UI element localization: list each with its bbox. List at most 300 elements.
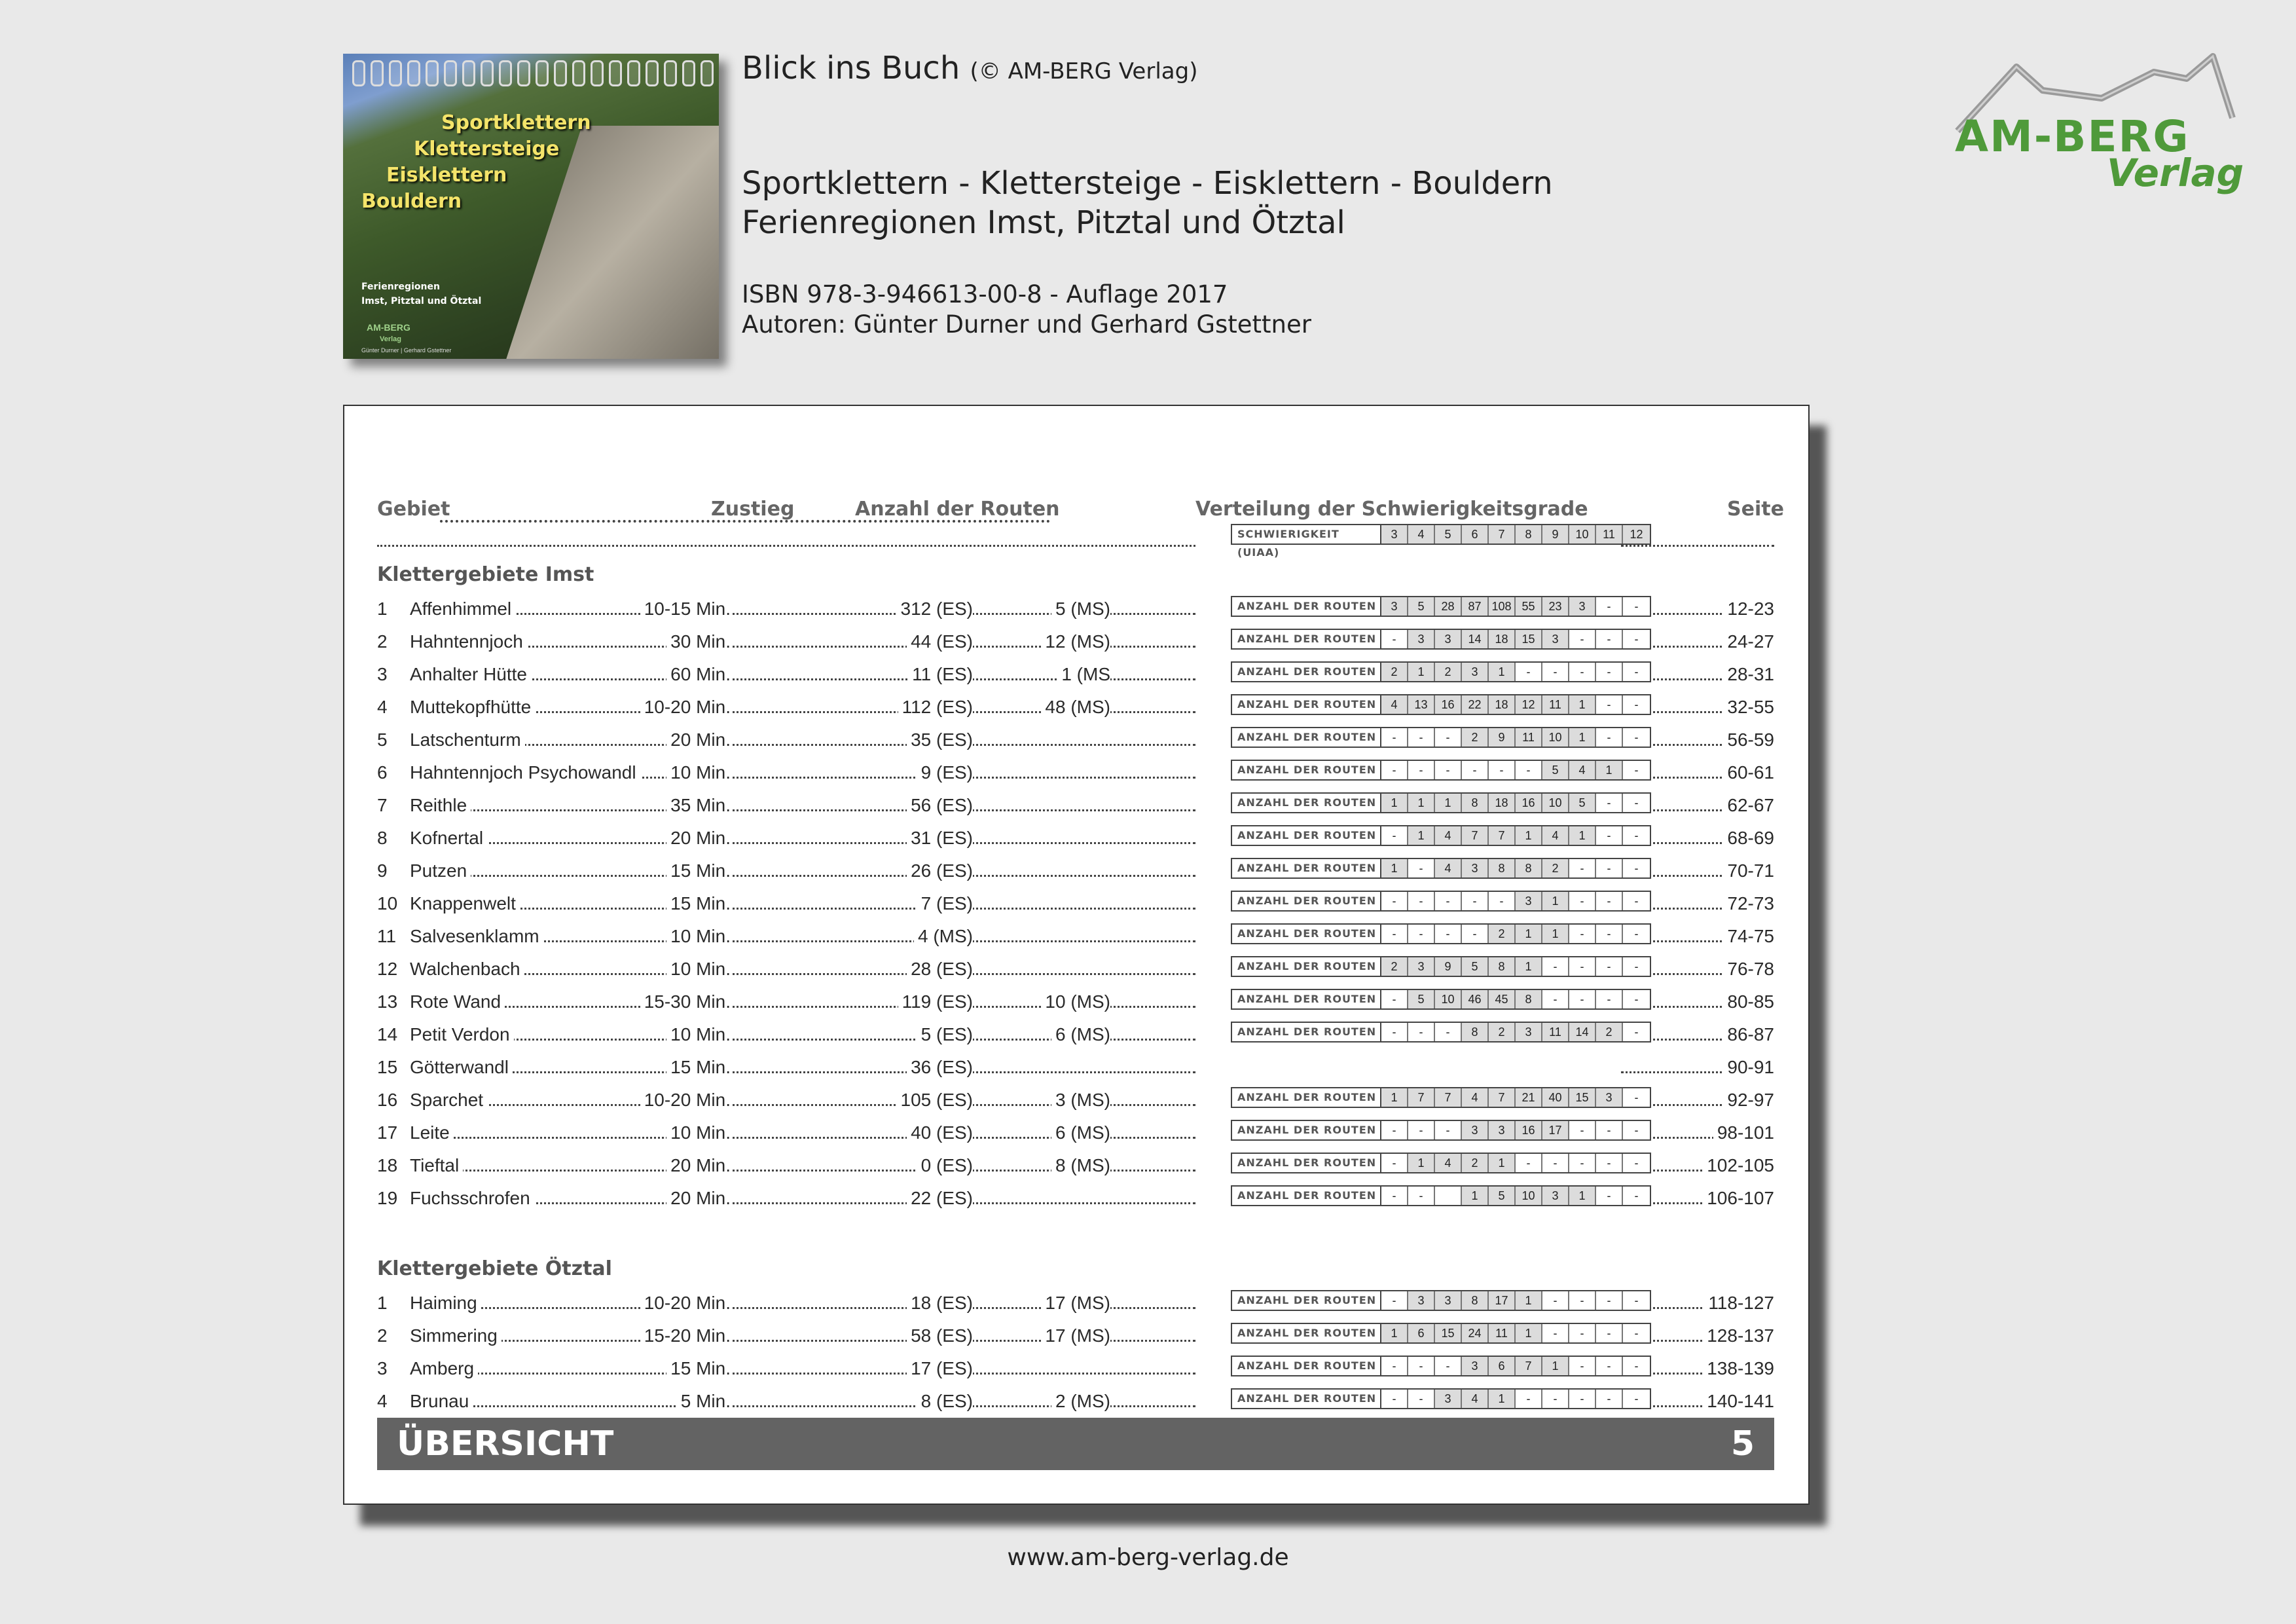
grade-row-label: ANZAHL DER ROUTEN [1232, 1154, 1381, 1172]
grade-cell: 108 [1489, 597, 1516, 616]
book-cover [343, 54, 719, 359]
grade-distribution [1231, 825, 1651, 846]
grade-cell: 1 [1542, 925, 1569, 943]
grade-cell: - [1569, 925, 1596, 943]
row-number: 13 [377, 989, 401, 1015]
book-page [343, 405, 1810, 1505]
binder-ring-icon [609, 60, 622, 86]
grade-cell: 1 [1435, 794, 1462, 812]
grade-cell: - [1596, 990, 1623, 1008]
grade-cell: - [1634, 1359, 1639, 1373]
grade-cell: - [1516, 761, 1542, 779]
grade-cell: - [1542, 1390, 1569, 1408]
grade-cell: 10 [1542, 794, 1569, 812]
grade-cell: 15 [1435, 1324, 1462, 1342]
grade-cell: 1 [1408, 794, 1435, 812]
grade-cell: - [1569, 1357, 1596, 1375]
row-number: 2 [377, 1323, 392, 1349]
grade-cell: 2 [1489, 925, 1516, 943]
row-number: 5 [377, 727, 392, 753]
grade-row-label: ANZAHL DER ROUTEN [1232, 957, 1381, 976]
grade-row-label: ANZAHL DER ROUTEN [1232, 695, 1381, 714]
grade-cell [1435, 1187, 1462, 1205]
approach-time: 10 Min. [666, 1022, 731, 1048]
grade-cell: 16 [1435, 695, 1462, 714]
page-range: 138-139 [1703, 1356, 1774, 1382]
grade-cell: 10 [1435, 990, 1462, 1008]
route-count-ms: 12 (MS) [1041, 629, 1110, 655]
header-title-line [742, 50, 1197, 86]
grade-cell: 5 [1435, 525, 1462, 544]
grade-cell: - [1381, 1187, 1408, 1205]
grade-row-label: ANZAHL DER ROUTEN [1232, 794, 1381, 812]
route-count-ms: 6 (MS) [1051, 1120, 1110, 1146]
grade-cell: 4 [1435, 826, 1462, 845]
grade-distribution [1231, 792, 1651, 813]
page-range: 80-85 [1723, 989, 1774, 1015]
grade-row-label: ANZAHL DER ROUTEN [1232, 1324, 1381, 1342]
grade-cell: 3 [1381, 525, 1408, 544]
grade-cell: 3 [1596, 1088, 1623, 1107]
table-row [377, 1388, 1774, 1414]
binder-ring-icon [627, 60, 640, 86]
area-name: Rote Wand [410, 989, 505, 1015]
area-name: Putzen [410, 858, 471, 884]
row-number: 1 [377, 596, 392, 622]
grade-cell: 28 [1435, 597, 1462, 616]
grade-cell: 5 [1489, 1187, 1516, 1205]
grade-cell: 17 [1489, 1291, 1516, 1310]
area-name: Knappenwelt [410, 891, 520, 917]
grade-cell: 1 [1542, 892, 1569, 910]
grade-cell: 17 [1542, 1121, 1569, 1139]
grade-cell: - [1542, 1154, 1569, 1172]
grade-cell: - [1634, 600, 1639, 613]
leader [410, 908, 1195, 910]
row-number: 8 [377, 825, 392, 851]
grade-cell: 8 [1516, 525, 1542, 544]
grade-cell: - [1569, 892, 1596, 910]
grade-cell: - [1634, 1091, 1639, 1104]
row-number: 6 [377, 760, 392, 786]
table-row [377, 1323, 1774, 1349]
grade-cell: 7 [1489, 1088, 1516, 1107]
grade-cell: 18 [1489, 630, 1516, 648]
grade-cell: 3 [1569, 597, 1596, 616]
cover-logo: AM-BERG Verlag [367, 322, 410, 343]
area-name: Fuchsschrofen [410, 1185, 534, 1211]
grade-cell: - [1596, 957, 1623, 976]
grade-cell: - [1381, 761, 1408, 779]
area-name: Amberg [410, 1356, 478, 1382]
grade-cell: - [1462, 892, 1489, 910]
route-count-es: 119 (ES) [898, 989, 973, 1015]
binder-ring-icon [701, 60, 714, 86]
binder-ring-icon [499, 60, 512, 86]
table-row [377, 891, 1774, 917]
grade-cell: - [1435, 925, 1462, 943]
grade-cell: 8 [1462, 1291, 1489, 1310]
approach-time: 35 Min. [666, 792, 731, 819]
grade-distribution [1231, 989, 1651, 1010]
leader [410, 842, 1195, 844]
grade-cell: - [1489, 892, 1516, 910]
area-name: Götterwandl [410, 1054, 513, 1080]
grade-cell: 1 [1408, 1154, 1435, 1172]
grade-cell: 5 [1408, 990, 1435, 1008]
grade-cell: 1 [1489, 663, 1516, 681]
grade-cell: - [1634, 764, 1639, 777]
page-range: 62-67 [1723, 792, 1774, 819]
grade-cell: - [1542, 663, 1569, 681]
grade-cell: 3 [1435, 1390, 1462, 1408]
page-range: 70-71 [1723, 858, 1774, 884]
section-title: Klettergebiete Imst [377, 563, 594, 586]
route-count-es: 4 (MS) [914, 923, 973, 950]
grade-distribution [1231, 923, 1651, 944]
grade-distribution [1231, 694, 1651, 715]
grade-distribution [1231, 1323, 1651, 1344]
grade-cell: - [1381, 892, 1408, 910]
am-berg-logo [1951, 52, 2244, 203]
grade-cell: - [1634, 633, 1639, 646]
grade-cell: - [1435, 761, 1462, 779]
grade-cell: 23 [1542, 597, 1569, 616]
cover-region-1: Ferienregionen [361, 282, 440, 292]
grade-cell: - [1634, 665, 1639, 678]
grade-cell: - [1408, 1357, 1435, 1375]
grade-cell: 3 [1435, 1291, 1462, 1310]
binder-ring-icon [371, 60, 384, 86]
grade-cell: - [1596, 630, 1623, 648]
binder-ring-icon [554, 60, 567, 86]
grade-cell: 45 [1489, 990, 1516, 1008]
grade-cell: 7 [1462, 826, 1489, 845]
route-count-es: 26 (ES) [907, 858, 973, 884]
grade-cell: - [1381, 630, 1408, 648]
grade-cell: 3 [1516, 1023, 1542, 1041]
grade-cell: - [1381, 1154, 1408, 1172]
row-number: 3 [377, 661, 392, 688]
grade-cell: 10 [1569, 525, 1596, 544]
page-range: 28-31 [1723, 661, 1774, 688]
grade-cell: 2 [1542, 859, 1569, 877]
route-count-es: 0 (ES) [917, 1153, 973, 1179]
binder-ring-icon [462, 60, 475, 86]
route-count-es: 17 (ES) [907, 1356, 973, 1382]
grade-cell: 8 [1489, 859, 1516, 877]
route-count-es: 18 (ES) [907, 1290, 973, 1316]
grade-cell: 22 [1462, 695, 1489, 714]
grade-cell: 18 [1489, 794, 1516, 812]
row-number: 11 [377, 923, 400, 950]
grade-cell: - [1634, 1392, 1639, 1405]
approach-time: 10 Min. [666, 956, 731, 982]
row-number: 4 [377, 1388, 392, 1414]
grade-cell: - [1408, 1023, 1435, 1041]
binder-ring-icon [444, 60, 457, 86]
area-name: Hahntennjoch Psychowandl [410, 760, 640, 786]
grade-distribution [1231, 1120, 1651, 1141]
cover-authors: Günter Durner | Gerhard Gstettner [361, 347, 452, 354]
page-range: 118-127 [1704, 1290, 1774, 1316]
binder-ring-icon [572, 60, 585, 86]
table-row [377, 1022, 1774, 1048]
grade-cell: - [1462, 925, 1489, 943]
approach-time: 10-20 Min. [640, 1087, 731, 1113]
area-name: Tieftal [410, 1153, 463, 1179]
row-number: 3 [377, 1356, 392, 1382]
route-count-ms: 6 (MS) [1051, 1022, 1110, 1048]
table-row [377, 694, 1774, 720]
page-range: 72-73 [1723, 891, 1774, 917]
grade-cell: - [1542, 1291, 1569, 1310]
grade-cell: - [1542, 1324, 1569, 1342]
grade-row-label: ANZAHL DER ROUTEN [1232, 826, 1381, 845]
binder-ring-icon [517, 60, 530, 86]
grade-distribution [1231, 727, 1651, 748]
scale-row [377, 528, 1774, 559]
grade-distribution [1231, 1087, 1651, 1108]
grade-cell: - [1435, 728, 1462, 747]
grade-cell: - [1569, 1324, 1596, 1342]
binder-ring-icon [664, 60, 677, 86]
approach-time: 10 Min. [666, 923, 731, 950]
section-title: Klettergebiete Ötztal [377, 1257, 612, 1280]
route-count-es: 35 (ES) [907, 727, 973, 753]
grade-cell: - [1435, 892, 1462, 910]
footer-label: ÜBERSICHT [397, 1424, 614, 1464]
row-number: 1 [377, 1290, 392, 1316]
grade-cell: - [1634, 1189, 1639, 1202]
leader [410, 875, 1195, 877]
grade-cell: 1 [1381, 794, 1408, 812]
grade-cell: - [1542, 957, 1569, 976]
grade-cell: 1 [1542, 1357, 1569, 1375]
table-row [377, 1120, 1774, 1146]
area-name: Walchenbach [410, 956, 524, 982]
route-count-ms: 48 (MS) [1041, 694, 1110, 720]
grade-cell: 9 [1542, 525, 1569, 544]
grade-row-label: ANZAHL DER ROUTEN [1232, 597, 1381, 616]
approach-time: 20 Min. [666, 1153, 731, 1179]
grade-cell: 1 [1569, 728, 1596, 747]
route-count-es: 22 (ES) [907, 1185, 973, 1211]
binder-ring-icon [352, 60, 365, 86]
grade-cell: 1 [1381, 859, 1408, 877]
grade-cell: - [1634, 1025, 1639, 1039]
leader [1621, 545, 1774, 547]
table-row [377, 1054, 1774, 1080]
leader [410, 1071, 1195, 1073]
grade-cell: 7 [1489, 525, 1516, 544]
row-number: 9 [377, 858, 392, 884]
grade-cell: 16 [1516, 1121, 1542, 1139]
grade-row-label: SCHWIERIGKEIT (UIAA) [1232, 525, 1381, 544]
header-copyright: (© AM-BERG Verlag) [970, 58, 1198, 84]
grade-cell: - [1634, 862, 1639, 875]
grade-row-label: ANZAHL DER ROUTEN [1232, 859, 1381, 877]
grade-cell: 3 [1462, 859, 1489, 877]
grade-cell: 1 [1596, 761, 1623, 779]
grade-cell: 11 [1516, 728, 1542, 747]
grade-cell: 46 [1462, 990, 1489, 1008]
grade-cell: 1 [1408, 663, 1435, 681]
grade-cell: - [1381, 925, 1408, 943]
grade-row-label: ANZAHL DER ROUTEN [1232, 761, 1381, 779]
footer-page-number: 5 [1730, 1424, 1755, 1464]
grade-cell: 3 [1516, 892, 1542, 910]
grade-cell: 21 [1516, 1088, 1542, 1107]
row-number: 15 [377, 1054, 401, 1080]
area-name: Kofnertal [410, 825, 487, 851]
header-seite: Seite [1727, 498, 1784, 521]
area-name: Leite [410, 1120, 454, 1146]
grade-cell: - [1408, 925, 1435, 943]
grade-cell: 3 [1408, 1291, 1435, 1310]
grade-cell: 8 [1516, 859, 1542, 877]
area-name: Petit Verdon [410, 1022, 514, 1048]
cover-title-2: Klettersteige [414, 138, 560, 160]
route-count-es: 112 (ES) [898, 694, 973, 720]
grade-row-label: ANZAHL DER ROUTEN [1232, 1187, 1381, 1205]
table-row [377, 1185, 1774, 1211]
leader [410, 973, 1195, 975]
grade-cell: 14 [1462, 630, 1489, 648]
grade-cell: - [1569, 1390, 1596, 1408]
table-row [377, 596, 1774, 622]
grade-distribution [1231, 891, 1651, 912]
grade-cell: 1 [1381, 1324, 1408, 1342]
grade-cell: 7 [1435, 1088, 1462, 1107]
page-range: 68-69 [1723, 825, 1774, 851]
grade-cell: - [1596, 597, 1623, 616]
route-count-ms: 1 (MS [1057, 661, 1110, 688]
grade-cell: - [1596, 1291, 1623, 1310]
grade-cell: 2 [1381, 663, 1408, 681]
grade-cell: - [1634, 960, 1639, 973]
grade-distribution [1231, 1290, 1651, 1311]
cover-title-3: Eisklettern [386, 164, 507, 187]
grade-cell: 1 [1516, 826, 1542, 845]
header-anzahl: Anzahl der Routen [855, 498, 1060, 521]
area-name: Sparchet [410, 1087, 487, 1113]
grade-cell: 5 [1542, 761, 1569, 779]
approach-time: 10-15 Min. [640, 596, 731, 622]
route-count-ms: 17 (MS) [1041, 1323, 1110, 1349]
header-subtitle-1: Sportklettern - Klettersteige - Eisklettern - Bouldern [742, 165, 1553, 202]
table-row [377, 956, 1774, 982]
grade-cell: - [1408, 1390, 1435, 1408]
grade-cell: 3 [1435, 630, 1462, 648]
approach-time: 20 Min. [666, 1185, 731, 1211]
grade-cell: - [1381, 1291, 1408, 1310]
table-row [377, 923, 1774, 950]
grade-cell: 3 [1462, 663, 1489, 681]
cover-region-2: Imst, Pitztal und Ötztal [361, 296, 482, 306]
grade-cell: - [1569, 630, 1596, 648]
header-authors: Autoren: Günter Durner und Gerhard Gstettner [742, 310, 1311, 339]
grade-cell: 4 [1542, 826, 1569, 845]
page-range: 140-141 [1703, 1388, 1774, 1414]
area-name: Reithle [410, 792, 471, 819]
row-number: 7 [377, 792, 392, 819]
table-row [377, 1290, 1774, 1316]
area-name: Brunau [410, 1388, 473, 1414]
row-number: 4 [377, 694, 392, 720]
grade-cell: 1 [1569, 1187, 1596, 1205]
website-url: www.am-berg-verlag.de [1007, 1544, 1289, 1571]
grade-cell: - [1435, 1023, 1462, 1041]
page-range: 106-107 [1703, 1185, 1774, 1211]
grade-cell: - [1596, 663, 1623, 681]
grade-cell: - [1542, 990, 1569, 1008]
grade-cell: - [1634, 895, 1639, 908]
grade-cell: 4 [1569, 761, 1596, 779]
grade-cell: - [1596, 1390, 1623, 1408]
area-name: Anhalter Hütte [410, 661, 531, 688]
area-name: Simmering [410, 1323, 501, 1349]
grade-cell: - [1569, 1121, 1596, 1139]
row-number: 2 [377, 629, 392, 655]
grade-cell: - [1381, 1121, 1408, 1139]
grade-cell: 6 [1462, 525, 1489, 544]
grade-cell: 3 [1462, 1121, 1489, 1139]
cover-title-1: Sportklettern [441, 111, 591, 134]
cover-rock [497, 126, 719, 359]
route-count-es: 8 (ES) [917, 1388, 973, 1414]
leader [410, 744, 1195, 746]
page-footer [377, 1418, 1774, 1470]
table-row [377, 989, 1774, 1015]
grade-cell: - [1634, 796, 1639, 809]
grade-cell: 5 [1408, 597, 1435, 616]
grade-distribution [1231, 1388, 1651, 1409]
route-count-ms: 5 (MS) [1051, 596, 1110, 622]
approach-time: 15-20 Min. [640, 1323, 731, 1349]
row-number: 18 [377, 1153, 401, 1179]
grade-cell: - [1516, 663, 1542, 681]
binder-ring-icon [389, 60, 402, 86]
grade-cell: - [1489, 761, 1516, 779]
grade-cell: 16 [1516, 794, 1542, 812]
grade-cell: 12 [1623, 525, 1650, 544]
leader [410, 809, 1195, 811]
row-number: 14 [377, 1022, 401, 1048]
grade-cell: - [1634, 698, 1639, 711]
grade-row-label: ANZAHL DER ROUTEN [1232, 1357, 1381, 1375]
header-subtitle-2: Ferienregionen Imst, Pitztal und Ötztal [742, 204, 1345, 241]
route-count-ms: 2 (MS) [1051, 1388, 1110, 1414]
binder-ring-icon [481, 60, 494, 86]
grade-cell: - [1634, 1294, 1639, 1307]
grade-cell: - [1516, 1154, 1542, 1172]
grade-cell: 8 [1489, 957, 1516, 976]
grade-distribution [1231, 524, 1651, 559]
grade-row-label: ANZAHL DER ROUTEN [1232, 892, 1381, 910]
grade-cell: - [1381, 1023, 1408, 1041]
grade-cell: 2 [1596, 1023, 1623, 1041]
grade-cell: 9 [1435, 957, 1462, 976]
page-range: 12-23 [1723, 596, 1774, 622]
page-range: 56-59 [1723, 727, 1774, 753]
approach-time: 15 Min. [666, 1356, 731, 1382]
grade-row-label: ANZAHL DER ROUTEN [1232, 1121, 1381, 1139]
route-count-ms: 10 (MS) [1041, 989, 1110, 1015]
grade-cell: - [1408, 1121, 1435, 1139]
grade-cell: 55 [1516, 597, 1542, 616]
grade-row-label: ANZAHL DER ROUTEN [1232, 1023, 1381, 1041]
